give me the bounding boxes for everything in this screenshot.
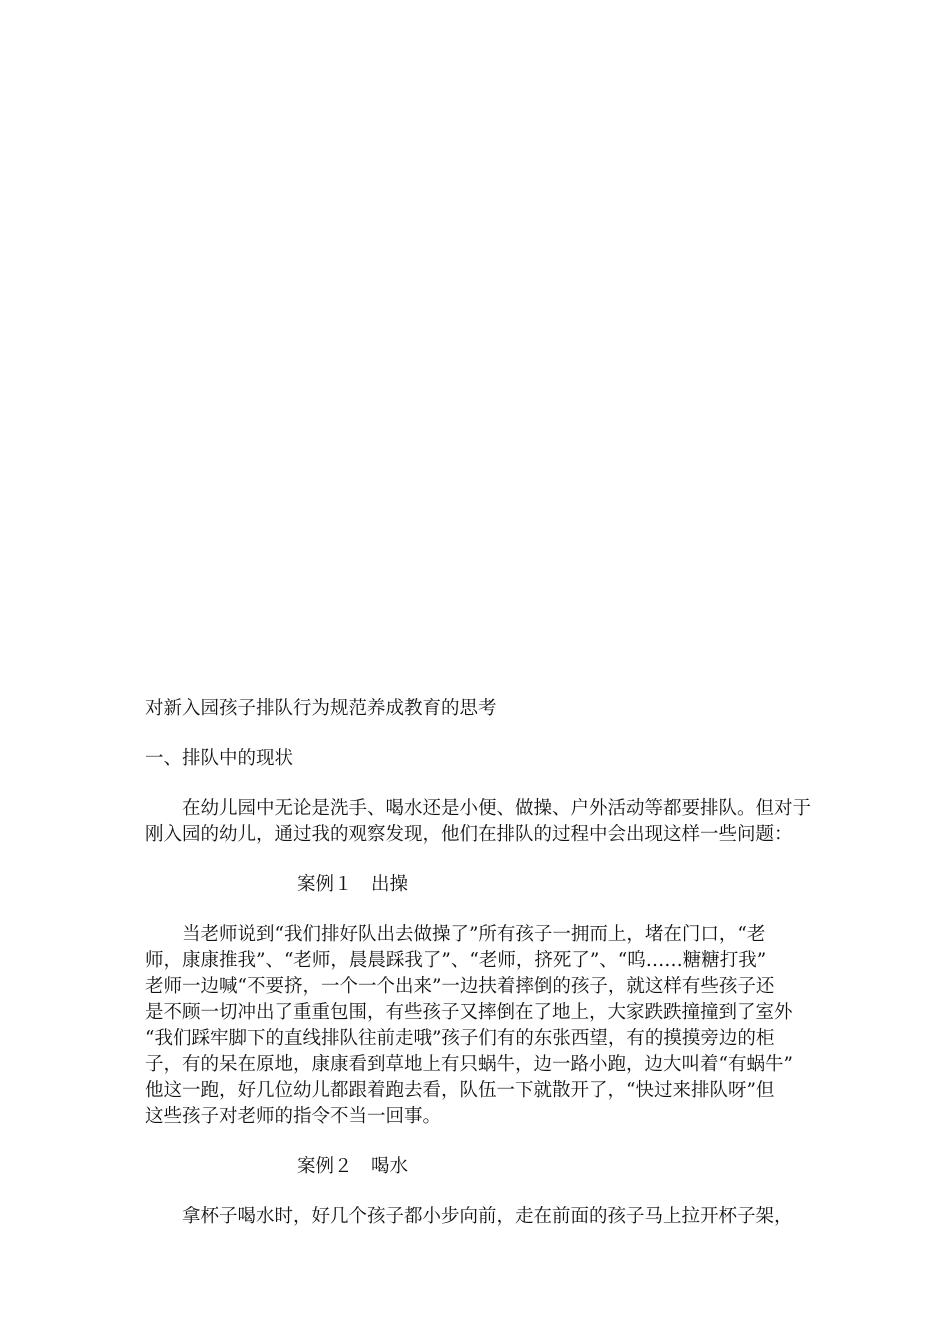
paragraph-line: 拿杯子喝水时，好几个孩子都小步向前，走在前面的孩子马上拉开杯子架， bbox=[182, 1206, 793, 1227]
paragraph-line: 这些孩子对老师的指令不当一回事。 bbox=[145, 1106, 442, 1127]
paragraph-line: “我们踩牢脚下的直线排队往前走哦”孩子们有的东张西望，有的摸摸旁边的柜 bbox=[145, 1028, 775, 1049]
document-title: 对新入园孩子排队行为规范养成教育的思考 bbox=[145, 698, 497, 719]
paragraph-line: 当老师说到“我们排好队出去做操了”所有孩子一拥而上，堵在门口，“老 bbox=[182, 924, 766, 945]
section-heading: 一、排队中的现状 bbox=[145, 748, 294, 769]
case-2-paragraph bbox=[145, 1204, 807, 1230]
paragraph-line: 子，有的呆在原地，康康看到草地上有只蜗牛，边一路小跑，边大叫着“有蜗牛” bbox=[145, 1054, 793, 1075]
paragraph-line: 老师一边喊“不要挤，一个一个出来”一边扶着摔倒的孩子，就这样有些孩子还 bbox=[145, 976, 775, 997]
paragraph-line: 刚入园的幼儿，通过我的观察发现，他们在排队的过程中会出现这样一些问题： bbox=[145, 824, 793, 845]
paragraph-line: 他这一跑，好几位幼儿都跟着跑去看，队伍一下就散开了，“快过来排队呀”但 bbox=[145, 1080, 775, 1101]
paragraph-line: 师，康康推我”、“老师，晨晨踩我了”、“老师，挤死了”、“呜……糖糖打我” bbox=[145, 950, 767, 971]
intro-paragraph bbox=[145, 796, 812, 848]
paragraph-line: 是不顾一切冲出了重重包围，有些孩子又摔倒在了地上，大家跌跌撞撞到了室外 bbox=[145, 1002, 793, 1023]
case-1-title: 案例１ 出操 bbox=[297, 874, 409, 895]
case-2-title: 案例２ 喝水 bbox=[297, 1156, 409, 1177]
document-body bbox=[145, 696, 812, 1230]
case-1-paragraph bbox=[145, 922, 807, 1130]
paragraph-line: 在幼儿园中无论是洗手、喝水还是小便、做操、户外活动等都要排队。但对于 bbox=[182, 798, 812, 819]
